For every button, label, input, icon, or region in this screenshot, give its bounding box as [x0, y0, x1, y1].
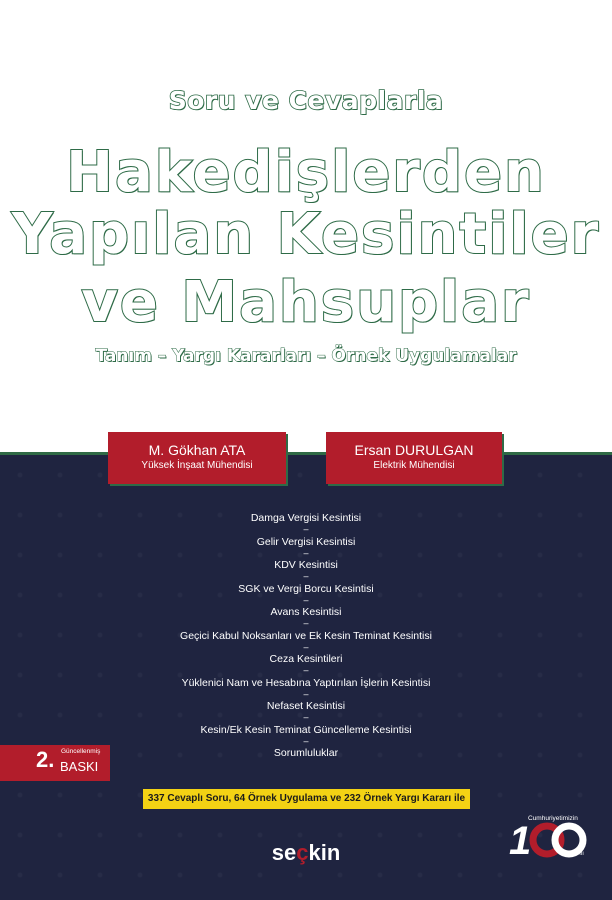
publisher-logo: seçkin — [271, 840, 341, 865]
book-tagline: Tanım – Yargı Kararları – Örnek Uygulamalar — [95, 346, 517, 366]
book-title-line-3: ve Mahsuplar — [81, 270, 531, 335]
topic-item: Ceza Kesintileri — [269, 653, 343, 665]
centennial-suffix: . Yılı — [572, 851, 584, 857]
edition-updated-label: Güncellenmiş — [61, 748, 101, 755]
topic-separator: – — [303, 547, 309, 558]
topic-item: Avans Kesintisi — [270, 606, 342, 618]
book-title-line-2: Yapılan Kesintiler — [11, 202, 601, 267]
edition-label: BASKI — [60, 759, 99, 774]
topic-separator: – — [303, 641, 309, 652]
book-title-line-1: Hakedişlerden — [66, 140, 546, 205]
topic-separator: – — [303, 688, 309, 699]
topic-item: Sorumluluklar — [273, 747, 339, 759]
topic-separator: – — [303, 524, 309, 534]
author-card-2 — [326, 432, 502, 484]
centennial-number: 1 — [509, 819, 532, 863]
topic-item: Nefaset Kesintisi — [266, 700, 346, 712]
topic-separator: – — [303, 665, 309, 675]
centennial-label: Cumhuriyetimizin — [528, 815, 578, 822]
topic-item: Gelir Vergisi Kesintisi — [256, 535, 356, 548]
author-name: M. Gökhan ATA — [148, 442, 246, 458]
topic-list — [0, 512, 612, 759]
author-card-1 — [108, 432, 286, 484]
edition-number: 2. — [36, 747, 55, 772]
topic-item: Geçici Kabul Noksanları ve Ek Kesin Teminat Kesintisi — [180, 629, 432, 642]
topic-item: SGK ve Vergi Borcu Kesintisi — [238, 582, 374, 595]
topic-separator: – — [303, 712, 309, 722]
topic-item: KDV Kesintisi — [274, 559, 338, 571]
topic-separator: – — [303, 571, 309, 581]
author-name: Ersan DURULGAN — [354, 442, 474, 458]
topic-separator: – — [303, 735, 309, 746]
topic-item: Kesin/Ek Kesin Teminat Güncelleme Kesintisi — [200, 723, 412, 736]
content-stats-banner: 337 Cevaplı Soru, 64 Örnek Uygulama ve 232 Örnek Yargı Kararı ile — [143, 789, 470, 809]
author-role: Elektrik Mühendisi — [373, 460, 455, 471]
edition-badge — [0, 745, 110, 781]
topic-item: Damga Vergisi Kesintisi — [250, 512, 362, 524]
topic-separator: – — [303, 594, 309, 605]
author-role: Yüksek İnşaat Mühendisi — [141, 460, 253, 471]
topic-item: Yüklenici Nam ve Hesabına Yaptırılan İşlerin Kesintisi — [181, 676, 431, 689]
series-title: Soru ve Cevaplarla — [168, 86, 444, 115]
topic-separator: – — [303, 618, 309, 628]
